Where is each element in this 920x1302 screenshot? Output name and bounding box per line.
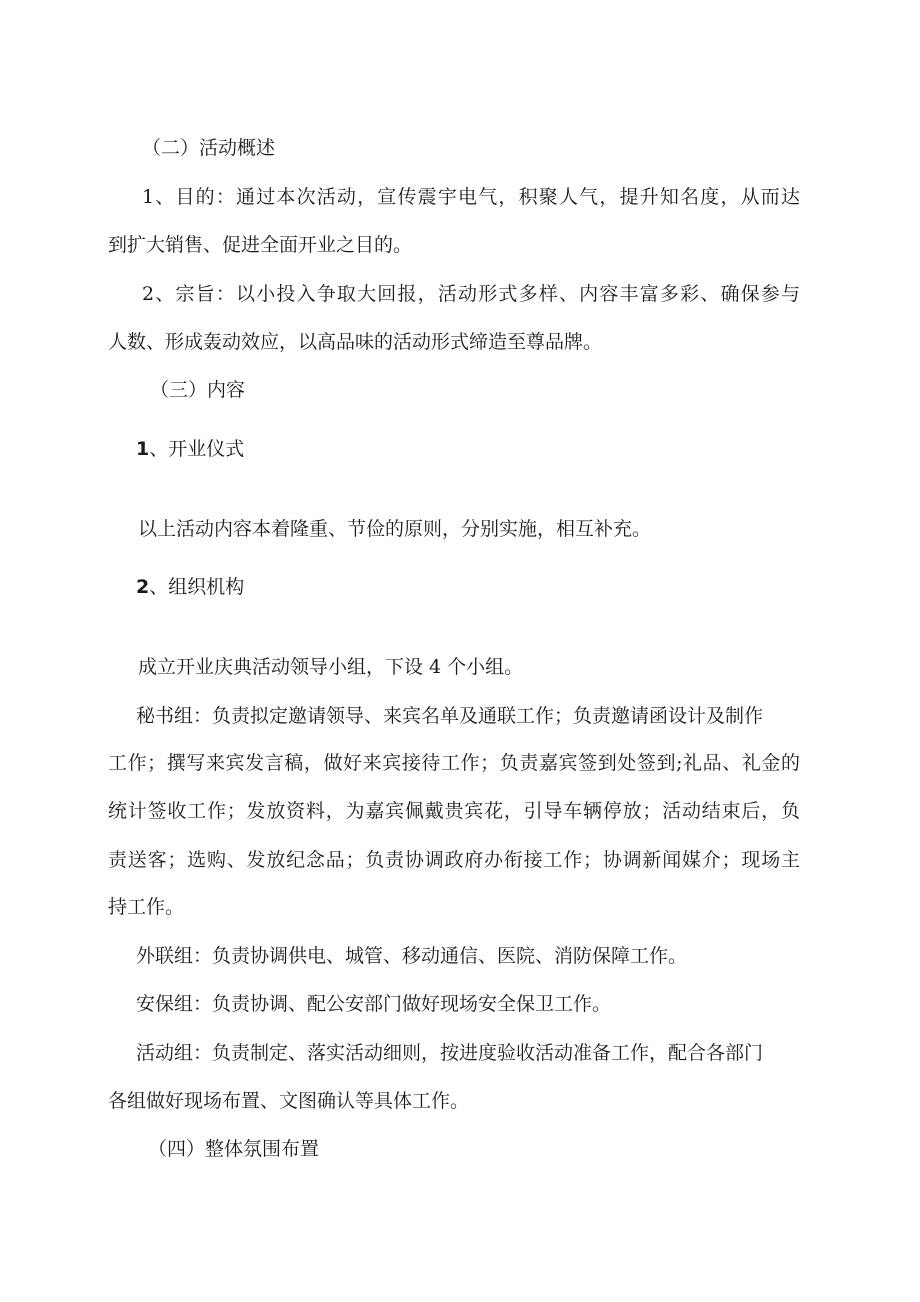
secretary-line-1 bbox=[136, 704, 800, 728]
activity-group-line-1 bbox=[136, 1041, 800, 1065]
aim-line-1: 2、宗旨：以小投入争取大回报，活动形式多样、内容丰富多彩、确保参与 bbox=[142, 283, 800, 305]
activity-group-line-2: 各组做好现场布置、文图确认等具体工作。 bbox=[108, 1090, 470, 1112]
subheading-opening-ceremony bbox=[136, 437, 244, 461]
liaison-line bbox=[136, 944, 687, 968]
activity-principle-text: 以上活动内容本着隆重、节俭的原则，分别实施，相互补充。 bbox=[138, 518, 652, 540]
secretary-line-3: 统计签收工作；发放资料，为嘉宾佩戴贵宾花，引导车辆停放；活动结束后，负 bbox=[108, 800, 800, 822]
secretary-text: 负责拟定邀请领导、来宾名单及通联工作；负责邀请函设计及制作 bbox=[212, 705, 764, 727]
secretary-line-2: 工作；撰写来宾发言稿，做好来宾接待工作；负责嘉宾签到处签到;礼品、礼金的 bbox=[108, 752, 800, 774]
purpose-line-2: 到扩大销售、促进全面开业之目的。 bbox=[108, 234, 413, 256]
subheading-number: 2 bbox=[136, 576, 150, 598]
activity-group-text: 负责制定、落实活动细则，按进度验收活动准备工作，配合各部门 bbox=[212, 1042, 764, 1064]
secretary-line-5: 持工作。 bbox=[108, 896, 185, 918]
subheading-text: 、组织机构 bbox=[149, 576, 245, 598]
organization-intro: 成立开业庆典活动领导小组，下设 4 个小组。 bbox=[138, 656, 524, 678]
subheading-organization bbox=[136, 575, 244, 599]
section-heading-2: （二）活动概述 bbox=[142, 137, 276, 159]
liaison-text: 负责协调供电、城管、移动通信、医院、消防保障工作。 bbox=[212, 945, 688, 967]
subheading-text: 、开业仪式 bbox=[149, 438, 245, 460]
section-heading-3: （三）内容 bbox=[150, 379, 246, 401]
security-text: 负责协调、配公安部门做好现场安全保卫工作。 bbox=[212, 993, 612, 1015]
purpose-line-1: 1、目的：通过本次活动，宣传震宇电气，积聚人气，提升知名度，从而达 bbox=[142, 186, 800, 208]
security-label: 安保组： bbox=[136, 993, 213, 1015]
secretary-line-4: 责送客；选购、发放纪念品；负责协调政府办衔接工作；协调新闻媒介；现场主 bbox=[108, 849, 800, 871]
activity-group-label: 活动组： bbox=[136, 1042, 213, 1064]
subheading-number: 1 bbox=[136, 438, 150, 460]
section-heading-4: （四）整体氛围布置 bbox=[148, 1138, 320, 1160]
liaison-label: 外联组： bbox=[136, 945, 213, 967]
aim-line-2: 人数、形成轰动效应，以高品味的活动形式缔造至尊品牌。 bbox=[108, 331, 603, 353]
security-line bbox=[136, 992, 611, 1016]
secretary-label: 秘书组： bbox=[136, 705, 213, 727]
